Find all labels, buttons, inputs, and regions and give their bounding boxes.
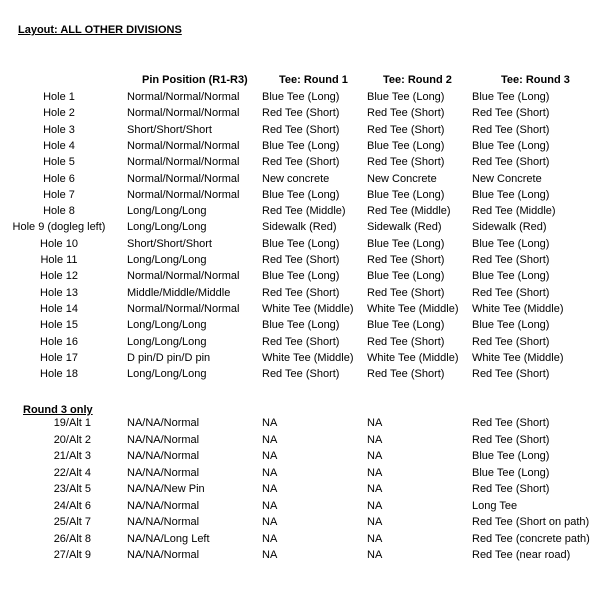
tee-round-2-cell: NA (367, 417, 383, 429)
pin-cell: Short/Short/Short (127, 237, 212, 250)
hole-row (0, 366, 600, 382)
hole-row (0, 122, 600, 138)
hole-row (0, 236, 600, 252)
tee-round-2-cell: NA (367, 532, 383, 545)
tee-round-3-cell: Blue Tee (Long) (472, 270, 550, 283)
tee-round-3-cell: Sidewalk (Red) (472, 221, 547, 234)
hole-row (0, 252, 600, 268)
tee-round-3-cell: Long Tee (472, 499, 518, 512)
header-tee-round-2: Tee: Round 2 (383, 74, 452, 86)
alt-hole-row (0, 514, 600, 530)
tee-round-2-cell: Red Tee (Short) (367, 123, 445, 136)
tee-round-3-cell: White Tee (Middle) (472, 302, 564, 315)
tee-round-2-cell: Red Tee (Short) (367, 156, 445, 169)
hole-row (0, 219, 600, 235)
hole-cell: Hole 8 (43, 205, 75, 218)
hole-cell: 19/Alt 1 (53, 417, 91, 429)
alt-hole-row (0, 481, 600, 497)
pin-cell: Middle/Middle/Middle (127, 286, 231, 299)
tee-round-2-cell: NA (367, 516, 383, 528)
pin-cell: Long/Long/Long (127, 368, 207, 381)
pin-cell: Normal/Normal/Normal (127, 302, 240, 315)
tee-round-3-cell: Blue Tee (Long) (472, 466, 550, 479)
hole-cell: 21/Alt 3 (53, 450, 91, 462)
pin-cell: Normal/Normal/Normal (127, 188, 240, 201)
pin-cell: Long/Long/Long (127, 335, 207, 348)
tee-round-2-cell: Blue Tee (Long) (367, 270, 445, 283)
tee-round-1-cell: NA (262, 499, 278, 512)
tee-round-3-cell: White Tee (Middle) (472, 351, 564, 364)
tee-round-1-cell: NA (262, 466, 278, 479)
tee-round-2-cell: Blue Tee (Long) (367, 188, 445, 201)
tee-round-3-cell: Red Tee (Short) (472, 368, 550, 381)
tee-round-3-cell: Red Tee (near road) (472, 549, 571, 561)
tee-round-3-cell: Red Tee (Middle) (472, 205, 556, 218)
hole-cell: Hole 7 (43, 188, 75, 201)
tee-round-3-cell: New Concrete (472, 172, 542, 185)
hole-row (0, 285, 600, 301)
tee-round-2-cell: NA (367, 466, 383, 479)
hole-row (0, 203, 600, 219)
tee-round-1-cell: Red Tee (Middle) (262, 205, 346, 218)
hole-cell: 24/Alt 6 (53, 499, 91, 512)
pin-cell: Long/Long/Long (127, 205, 207, 218)
hole-row (0, 350, 600, 366)
alt-hole-row (0, 448, 600, 464)
tee-round-1-cell: White Tee (Middle) (262, 302, 354, 315)
header-tee-round-3: Tee: Round 3 (501, 74, 570, 86)
hole-cell: Hole 14 (40, 302, 78, 315)
tee-round-1-cell: NA (262, 532, 278, 545)
tee-round-2-cell: Red Tee (Short) (367, 254, 445, 266)
hole-cell: 25/Alt 7 (53, 516, 91, 528)
tee-round-1-cell: Blue Tee (Long) (262, 91, 340, 103)
hole-row (0, 171, 600, 187)
alt-hole-row (0, 465, 600, 481)
pin-cell: Long/Long/Long (127, 221, 207, 234)
tee-round-3-cell: Red Tee (Short) (472, 107, 550, 120)
hole-cell: Hole 15 (40, 319, 78, 332)
tee-round-1-cell: Red Tee (Short) (262, 368, 340, 381)
tee-round-1-cell: NA (262, 417, 278, 429)
hole-cell: Hole 3 (43, 123, 75, 136)
alt-hole-row (0, 547, 600, 563)
tee-round-1-cell: NA (262, 516, 278, 528)
tee-round-1-cell: Blue Tee (Long) (262, 270, 340, 283)
hole-cell: Hole 12 (40, 270, 78, 283)
tee-round-3-cell: Red Tee (concrete path) (472, 532, 590, 545)
tee-round-2-cell: New Concrete (367, 172, 437, 185)
tee-round-3-cell: Red Tee (Short) (472, 335, 550, 348)
pin-cell: Short/Short/Short (127, 123, 212, 136)
tee-round-1-cell: Red Tee (Short) (262, 335, 340, 348)
tee-round-1-cell: Blue Tee (Long) (262, 188, 340, 201)
pin-cell: NA/NA/Normal (127, 417, 200, 429)
tee-round-1-cell: NA (262, 450, 278, 462)
hole-cell: Hole 9 (dogleg left) (12, 221, 106, 234)
tee-round-2-cell: Blue Tee (Long) (367, 237, 445, 250)
tee-round-3-cell: Red Tee (Short) (472, 123, 550, 136)
hole-row (0, 105, 600, 121)
pin-cell: Normal/Normal/Normal (127, 107, 240, 120)
tee-round-1-cell: Red Tee (Short) (262, 123, 340, 136)
tee-round-2-cell: Blue Tee (Long) (367, 91, 445, 103)
tee-round-3-cell: Blue Tee (Long) (472, 450, 550, 462)
hole-cell: Hole 11 (40, 254, 78, 266)
tee-round-2-cell: NA (367, 499, 383, 512)
pin-cell: Normal/Normal/Normal (127, 156, 240, 169)
tee-round-1-cell: Red Tee (Short) (262, 254, 340, 266)
pin-cell: NA/NA/Long Left (127, 532, 210, 545)
pin-cell: Long/Long/Long (127, 319, 207, 332)
hole-cell: Hole 16 (40, 335, 78, 348)
pin-cell: NA/NA/Normal (127, 516, 200, 528)
tee-round-1-cell: Blue Tee (Long) (262, 139, 340, 152)
table-header (0, 72, 600, 88)
header-tee-round-1: Tee: Round 1 (279, 74, 348, 86)
hole-cell: Hole 4 (43, 139, 75, 152)
tee-round-2-cell: NA (367, 450, 383, 462)
tee-round-1-cell: NA (262, 483, 278, 495)
alt-hole-row (0, 531, 600, 547)
hole-cell: Hole 5 (43, 156, 75, 169)
tee-round-2-cell: Red Tee (Short) (367, 335, 445, 348)
tee-round-1-cell: Blue Tee (Long) (262, 319, 340, 332)
tee-round-3-cell: Blue Tee (Long) (472, 139, 550, 152)
hole-row (0, 334, 600, 350)
tee-round-2-cell: Red Tee (Middle) (367, 205, 451, 218)
hole-cell: Hole 18 (40, 368, 78, 381)
tee-round-3-cell: Blue Tee (Long) (472, 237, 550, 250)
tee-round-2-cell: Sidewalk (Red) (367, 221, 442, 234)
tee-round-1-cell: Red Tee (Short) (262, 156, 340, 169)
pin-cell: Long/Long/Long (127, 254, 207, 266)
tee-round-2-cell: Blue Tee (Long) (367, 139, 445, 152)
tee-round-3-cell: Red Tee (Short) (472, 417, 550, 429)
pin-cell: NA/NA/New Pin (127, 483, 205, 495)
tee-round-1-cell: New concrete (262, 172, 330, 185)
tee-round-3-cell: Blue Tee (Long) (472, 319, 550, 332)
tee-round-2-cell: Red Tee (Short) (367, 107, 445, 120)
tee-round-3-cell: Blue Tee (Long) (472, 91, 550, 103)
hole-cell: Hole 1 (43, 91, 75, 103)
pin-cell: NA/NA/Normal (127, 450, 200, 462)
tee-round-3-cell: Red Tee (Short) (472, 156, 550, 169)
tee-round-2-cell: NA (367, 483, 383, 495)
tee-round-3-cell: Red Tee (Short) (472, 254, 550, 266)
pin-cell: D pin/D pin/D pin (127, 351, 211, 364)
alt-hole-row (0, 498, 600, 514)
hole-row (0, 89, 600, 105)
header-pin-position: Pin Position (R1-R3) (142, 74, 248, 86)
tee-round-1-cell: NA (262, 549, 278, 561)
tee-round-3-cell: Blue Tee (Long) (472, 188, 550, 201)
hole-row (0, 301, 600, 317)
tee-round-3-cell: Red Tee (Short on path) (472, 516, 590, 528)
tee-round-2-cell: Red Tee (Short) (367, 286, 445, 299)
hole-row (0, 317, 600, 333)
tee-round-1-cell: Red Tee (Short) (262, 107, 340, 120)
pin-cell: NA/NA/Normal (127, 466, 200, 479)
alt-hole-row (0, 415, 600, 431)
tee-round-2-cell: White Tee (Middle) (367, 351, 459, 364)
pin-cell: Normal/Normal/Normal (127, 91, 240, 103)
hole-cell: Hole 17 (40, 351, 78, 364)
pin-cell: NA/NA/Normal (127, 433, 200, 446)
hole-row (0, 187, 600, 203)
hole-row (0, 138, 600, 154)
alt-hole-row (0, 432, 600, 448)
pin-cell: NA/NA/Normal (127, 499, 200, 512)
pin-cell: Normal/Normal/Normal (127, 139, 240, 152)
tee-round-2-cell: NA (367, 549, 383, 561)
tee-round-3-cell: Red Tee (Short) (472, 433, 550, 446)
hole-cell: 20/Alt 2 (53, 433, 91, 446)
tee-round-1-cell: NA (262, 433, 278, 446)
hole-cell: 23/Alt 5 (53, 483, 91, 495)
page-title: Layout: ALL OTHER DIVISIONS (18, 24, 182, 36)
tee-round-2-cell: Red Tee (Short) (367, 368, 445, 381)
tee-round-1-cell: Sidewalk (Red) (262, 221, 337, 234)
hole-cell: Hole 10 (40, 237, 78, 250)
tee-round-1-cell: Blue Tee (Long) (262, 237, 340, 250)
hole-cell: 27/Alt 9 (53, 549, 91, 561)
round3-title: Round 3 only (23, 404, 93, 416)
tee-round-2-cell: Blue Tee (Long) (367, 319, 445, 332)
pin-cell: Normal/Normal/Normal (127, 172, 240, 185)
tee-round-2-cell: NA (367, 433, 383, 446)
tee-round-2-cell: White Tee (Middle) (367, 302, 459, 315)
hole-cell: 22/Alt 4 (53, 466, 91, 479)
hole-row (0, 268, 600, 284)
hole-cell: Hole 6 (43, 172, 75, 185)
hole-row (0, 154, 600, 170)
pin-cell: NA/NA/Normal (127, 549, 200, 561)
hole-cell: 26/Alt 8 (53, 532, 91, 545)
tee-round-1-cell: White Tee (Middle) (262, 351, 354, 364)
hole-cell: Hole 2 (43, 107, 75, 120)
tee-round-3-cell: Red Tee (Short) (472, 483, 550, 495)
tee-round-3-cell: Red Tee (Short) (472, 286, 550, 299)
hole-cell: Hole 13 (40, 286, 78, 299)
pin-cell: Normal/Normal/Normal (127, 270, 240, 283)
tee-round-1-cell: Red Tee (Short) (262, 286, 340, 299)
